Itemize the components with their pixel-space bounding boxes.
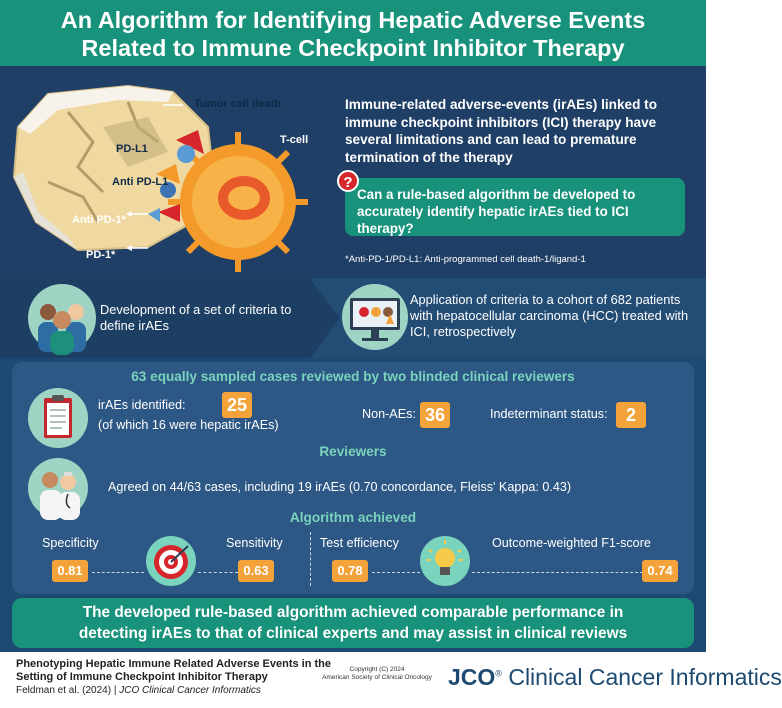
cohort-application-text: Application of criteria to a cohort of 682 patients with hepatocellular carcinoma (HCC) treated with ICI, retrospectively xyxy=(410,292,689,339)
title-banner xyxy=(0,0,706,66)
pd-1-label: PD-1* xyxy=(86,249,116,261)
logo-registered: ® xyxy=(495,668,502,679)
hero-section xyxy=(0,66,706,278)
conclusion-line-2: detecting irAEs to that of clinical experts and may assist in clinical reviews xyxy=(78,625,628,642)
paper-title xyxy=(16,658,331,684)
iraes-identified-value: 25 xyxy=(222,392,252,418)
non-aes-label: Non-AEs: xyxy=(362,407,416,421)
test-efficiency-label: Test efficiency xyxy=(320,536,399,550)
paper-title-line-2: Setting of Immune Checkpoint Inhibitor Therapy xyxy=(16,671,268,683)
review-heading: 63 equally sampled cases reviewed by two blinded clinical reviewers xyxy=(131,369,575,384)
copyright-line-2: American Society of Clinical Oncology xyxy=(322,674,432,681)
conclusion-line-1: The developed rule-based algorithm achieved comparable performance in xyxy=(82,604,624,621)
research-question: Can a rule-based algorithm be developed to accurately identify hepatic irAEs tied to ICI therapy? xyxy=(357,187,636,236)
iraes-identified-label: irAEs identified: xyxy=(98,398,186,412)
copyright xyxy=(312,666,442,682)
specificity-connector xyxy=(92,572,144,573)
intro-text: Immune-related adverse-events (irAEs) linked to immune checkpoint inhibitors (ICI) therapy have several limitations and can lead to premature termination of the therapy xyxy=(345,97,657,165)
copyright-line-1: Copyright (C) 2024 xyxy=(349,666,405,673)
paper-title-line-1: Phenotyping Hepatic Immune Related Adverse Events in the xyxy=(16,658,331,670)
patient-records-monitor-icon xyxy=(342,284,408,350)
specificity-value: 0.81 xyxy=(52,560,88,582)
metrics-divider xyxy=(310,532,311,586)
clinicians-group-icon xyxy=(28,284,96,352)
hepatic-iraes-note: (of which 16 were hepatic irAEs) xyxy=(98,418,279,432)
results-card xyxy=(12,362,694,594)
immune-checkpoint-illustration xyxy=(8,72,330,274)
conclusion-banner xyxy=(12,598,694,648)
light-bulb-icon xyxy=(420,536,470,586)
f1-score-value: 0.74 xyxy=(642,560,678,582)
test-efficiency-connector xyxy=(372,572,420,573)
test-efficiency-value: 0.78 xyxy=(332,560,368,582)
methods-row xyxy=(0,278,706,358)
reviewers-agreement-text: Agreed on 44/63 cases, including 19 irAEs (0.70 concordance, Fleiss' Kappa: 0.43) xyxy=(108,480,572,494)
logo-jco: JCO xyxy=(448,664,496,690)
indeterminant-value: 2 xyxy=(616,402,646,428)
anti-pd-l1-label: Anti PD-L1 xyxy=(112,176,169,188)
logo-journal-name: Clinical Cancer Informatics xyxy=(508,664,782,690)
question-mark-icon: ? xyxy=(337,170,359,192)
journal-logo xyxy=(448,664,782,691)
non-aes-value: 36 xyxy=(420,402,450,428)
citation-journal: JCO Clinical Cancer Informatics xyxy=(119,685,261,696)
doctors-icon xyxy=(28,458,88,518)
tumor-tcell-icon xyxy=(8,72,330,274)
specificity-label: Specificity xyxy=(42,536,99,550)
title-line-2: Related to Immune Checkpoint Inhibitor Therapy xyxy=(81,35,625,61)
t-cell-label: T-cell xyxy=(280,134,309,146)
criteria-development-text: Development of a set of criteria to define irAEs xyxy=(100,302,292,333)
tumor-cell-death-label: Tumor cell death xyxy=(194,98,282,110)
title-line-1: An Algorithm for Identifying Hepatic Adverse Events xyxy=(60,7,646,33)
sensitivity-connector xyxy=(198,572,238,573)
algorithm-heading: Algorithm achieved xyxy=(289,510,417,525)
reviewers-heading: Reviewers xyxy=(319,444,387,459)
target-icon xyxy=(146,536,196,586)
sensitivity-label: Sensitivity xyxy=(226,536,283,550)
citation-authors: Feldman et al. (2024) xyxy=(16,685,112,696)
sensitivity-value: 0.63 xyxy=(238,560,274,582)
indeterminant-label: Indeterminant status: xyxy=(490,407,608,421)
footer xyxy=(0,652,782,708)
f1-score-label: Outcome-weighted F1-score xyxy=(492,536,651,550)
research-question-box xyxy=(343,174,685,236)
pd-l1-label: PD-L1 xyxy=(116,143,148,155)
f1-connector xyxy=(472,572,648,573)
clipboard-icon xyxy=(28,388,88,448)
citation: Feldman et al. (2024) | JCO Clinical Cancer Informatics xyxy=(16,685,261,696)
anti-pd-1-label: Anti PD-1* xyxy=(72,214,126,226)
abbreviation-footnote: *Anti-PD-1/PD-L1: Anti-programmed cell death-1/ligand-1 xyxy=(345,254,586,265)
